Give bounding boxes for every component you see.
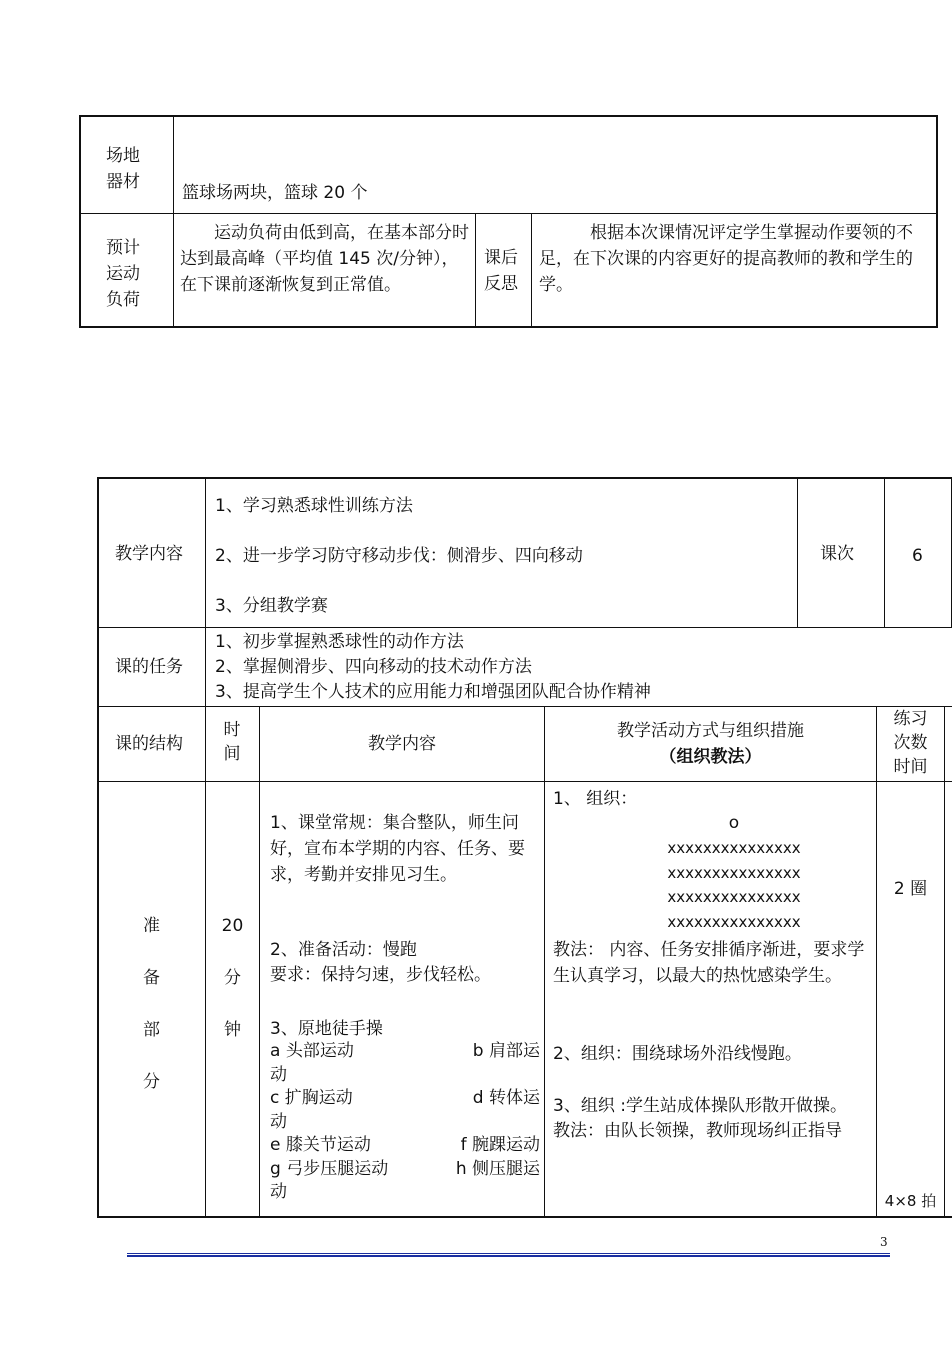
prep-content-2: 2、准备活动：慢跑 xyxy=(270,940,417,960)
header-content: 教学内容 xyxy=(368,734,436,754)
practice-1: 2 圈 xyxy=(893,879,928,899)
exercise-row xyxy=(270,1040,540,1064)
page-number: 3 xyxy=(880,1235,888,1249)
formation xyxy=(545,836,923,934)
content-label: 教学内容 xyxy=(115,544,183,564)
formation-row: xxxxxxxxxxxxxxx xyxy=(667,912,801,931)
exercise-row xyxy=(270,1064,540,1088)
task-item: 2、掌握侧滑步、四向移动的技术动作方法 xyxy=(215,657,532,677)
venue-label: 场地 器材 xyxy=(106,146,140,192)
content-item: 1、学习熟悉球性训练方法 xyxy=(215,496,413,516)
header-practice: 练习 次数 时间 xyxy=(893,709,928,777)
formation-row: xxxxxxxxxxxxxxx xyxy=(667,888,801,906)
exercise-item: a 头部运动 xyxy=(270,1041,354,1061)
lesson-table-row-divider xyxy=(97,627,952,628)
header-activity-sub: （组织教法） xyxy=(659,747,762,767)
exercise-item: c 扩胸运动 xyxy=(270,1088,353,1108)
exercise-item: e 膝关节运动 xyxy=(270,1135,371,1155)
exercise-row xyxy=(270,1111,540,1135)
exercise-item: 动 xyxy=(270,1064,287,1085)
lesson-table-col-divider xyxy=(205,477,206,706)
lesson-table-col-divider xyxy=(876,706,877,1218)
lesson-table-col-divider xyxy=(797,477,798,627)
top-table-col-divider xyxy=(475,213,476,328)
lesson-table-row-divider xyxy=(97,706,952,707)
formation-row: xxxxxxxxxxxxxxx xyxy=(667,839,801,857)
lesson-table-col-divider xyxy=(544,706,545,1218)
reflection-value: 根据本次课情况评定学生掌握动作要领的不足，在下次课的内容更好的提高教师的教和学生的学。 xyxy=(539,223,913,295)
lesson-no-value: 6 xyxy=(912,546,923,566)
method-1: 教法： 内容、任务安排循序渐进，要求学生认真学习，以最大的热忱感染学生。 xyxy=(553,940,865,986)
exercise-item: 动 xyxy=(270,1111,287,1132)
exercise-item: g 弓步压腿运动 xyxy=(270,1158,389,1179)
header-structure: 课的结构 xyxy=(115,734,183,754)
exercise-row xyxy=(270,1134,540,1158)
org-2: 2、组织：围绕球场外沿线慢跑。 xyxy=(553,1044,802,1064)
content-item: 2、进一步学习防守移动步伐：侧滑步、四向移动 xyxy=(215,546,583,566)
lesson-no-label: 课次 xyxy=(820,544,854,564)
top-table-col-divider xyxy=(531,213,532,328)
exercise-item: f 腕踝运动 xyxy=(460,1135,540,1155)
prep-content-3: 3、原地徒手操 xyxy=(270,1019,383,1039)
org-3: 3、组织 :学生站成体操队形散开做操。 xyxy=(553,1096,847,1116)
exercise-row xyxy=(270,1087,540,1111)
task-label: 课的任务 xyxy=(115,657,183,677)
practice-2: 4×8 拍 xyxy=(884,1192,937,1210)
header-activity: 教学活动方式与组织措施 xyxy=(617,721,804,741)
load-value: 运动负荷由低到高，在基本部分时达到最高峰（平均值 145 次/分钟），在下课前逐渐恢复到正常值。 xyxy=(180,223,469,295)
content-item: 3、分组教学赛 xyxy=(215,596,328,616)
top-table-row-divider xyxy=(79,213,938,214)
lesson-table-col-divider xyxy=(259,706,260,1218)
exercise-item: h 侧压腿运 xyxy=(455,1158,540,1179)
lesson-table-col-divider xyxy=(884,477,885,627)
prep-content-1: 1、课堂常规：集合整队，师生问好，宣布本学期的内容、任务、要求，考勤并安排见习生。 xyxy=(270,813,525,885)
lesson-table-right-edge xyxy=(944,706,945,1218)
venue-value: 篮球场两块，篮球 20 个 xyxy=(182,183,368,203)
prep-part-label: 准 备 部 分 xyxy=(143,916,160,1092)
exercise-list xyxy=(270,1040,540,1205)
exercise-row xyxy=(270,1158,540,1182)
formation-row: xxxxxxxxxxxxxxx xyxy=(667,863,801,882)
task-item: 1、初步掌握熟悉球性的动作方法 xyxy=(215,632,464,652)
prep-content-2-req: 要求：保持匀速，步伐轻松。 xyxy=(270,965,491,985)
load-label: 预计 运动 负荷 xyxy=(106,238,140,310)
reflection-label: 课后 反思 xyxy=(484,248,518,294)
exercise-item: d 转体运 xyxy=(472,1088,540,1108)
teacher-mark: o xyxy=(728,813,740,833)
lesson-table-row-divider xyxy=(97,781,952,782)
header-time: 时 间 xyxy=(223,720,241,764)
exercise-row xyxy=(270,1181,540,1205)
task-item: 3、提高学生个人技术的应用能力和增强团队配合协作精神 xyxy=(215,682,651,702)
top-table-col-divider xyxy=(173,115,174,328)
prep-time: 20 分 钟 xyxy=(221,916,244,1040)
method-3: 教法：由队长领操，教师现场纠正指导 xyxy=(553,1121,842,1141)
exercise-item: b 肩部运 xyxy=(472,1041,540,1061)
exercise-item: 动 xyxy=(270,1182,287,1202)
org-1: 1、 组织： xyxy=(553,789,638,809)
footer-rule xyxy=(127,1253,890,1257)
